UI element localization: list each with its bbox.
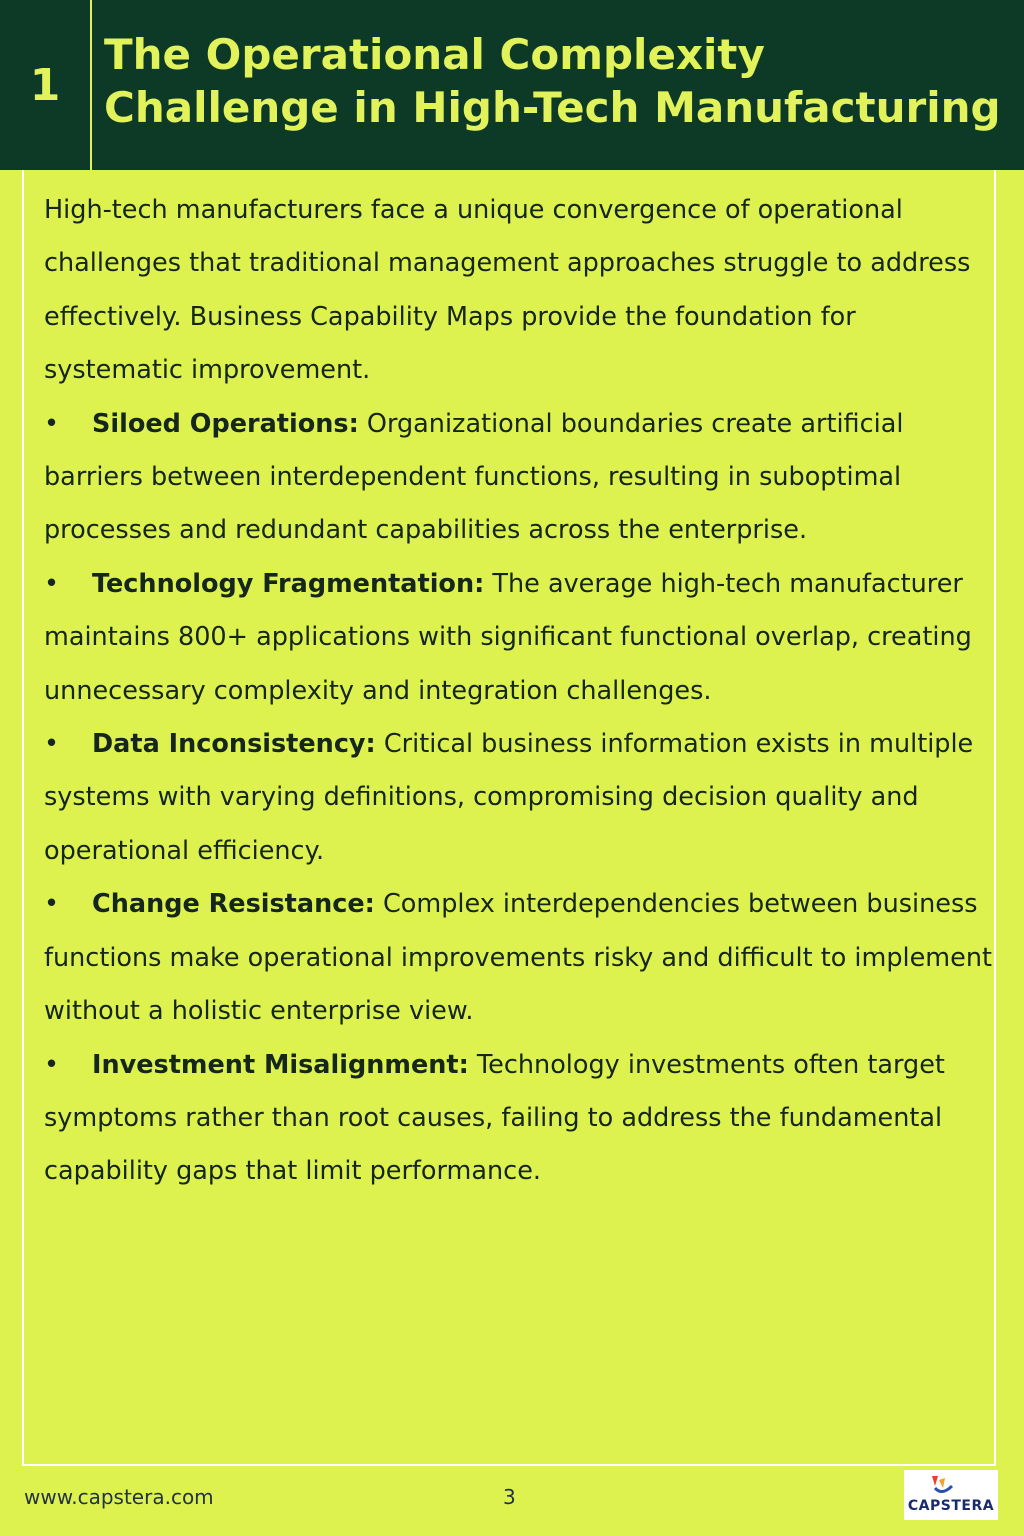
intro-paragraph: High-tech manufacturers face a unique convergence of operational challenges that traditional management approaches struggle to address effectively. Business Capability Maps provide the foundation for systematic improvement. (44, 195, 971, 386)
page-number: 3 (503, 1485, 516, 1509)
footer-website-link[interactable]: www.capstera.com (24, 1485, 214, 1509)
bullet-item-siloed-operations (44, 398, 994, 558)
bullet-text: Organizational boundaries create artificial barriers between interdependent functions, resulting in suboptimal processes and redundant capabilities across the enterprise. (44, 408, 904, 546)
bullet-icon: • (44, 1049, 60, 1080)
bullet-item-investment-misalignment (44, 1039, 994, 1199)
bullet-text: Critical business information exists in multiple systems with varying definitions, compromising decision quality and operational efficiency. (44, 729, 974, 866)
content-body (44, 184, 994, 1199)
bullet-term: Investment Misalignment: (92, 1049, 469, 1080)
bullet-term: Change Resistance: (92, 889, 375, 920)
bullet-term: Technology Fragmentation: (92, 568, 485, 599)
header-divider (90, 0, 92, 170)
bullet-item-change-resistance (44, 878, 994, 1038)
bullet-item-data-inconsistency (44, 718, 994, 878)
logo-mark-icon (926, 1472, 976, 1498)
bullet-icon: • (44, 568, 60, 599)
bullet-icon: • (44, 729, 60, 760)
logo-text: CAPSTERA (907, 1498, 995, 1514)
section-number: 1 (29, 59, 61, 111)
bullet-icon: • (44, 408, 60, 439)
page-header (0, 0, 1024, 170)
bullet-term: Siloed Operations: (92, 408, 359, 439)
bullet-text: Complex interdependencies between business functions make operational improvements risky and difficult to implement without a holistic enterprise view. (44, 889, 992, 1027)
page-title: The Operational Complexity Challenge in High-Tech Manufacturing (104, 30, 1001, 132)
bullet-icon: • (44, 889, 60, 920)
capstera-logo (904, 1470, 998, 1520)
bullet-item-technology-fragmentation (44, 558, 994, 718)
bullet-text: The average high-tech manufacturer maintains 800+ applications with significant functional overlap, creating unnecessary complexity and integration challenges. (44, 568, 972, 706)
bullet-term: Data Inconsistency: (92, 729, 376, 760)
bullet-text: Technology investments often target symptoms rather than root causes, failing to address the fundamental capability gaps that limit performance. (44, 1049, 945, 1187)
